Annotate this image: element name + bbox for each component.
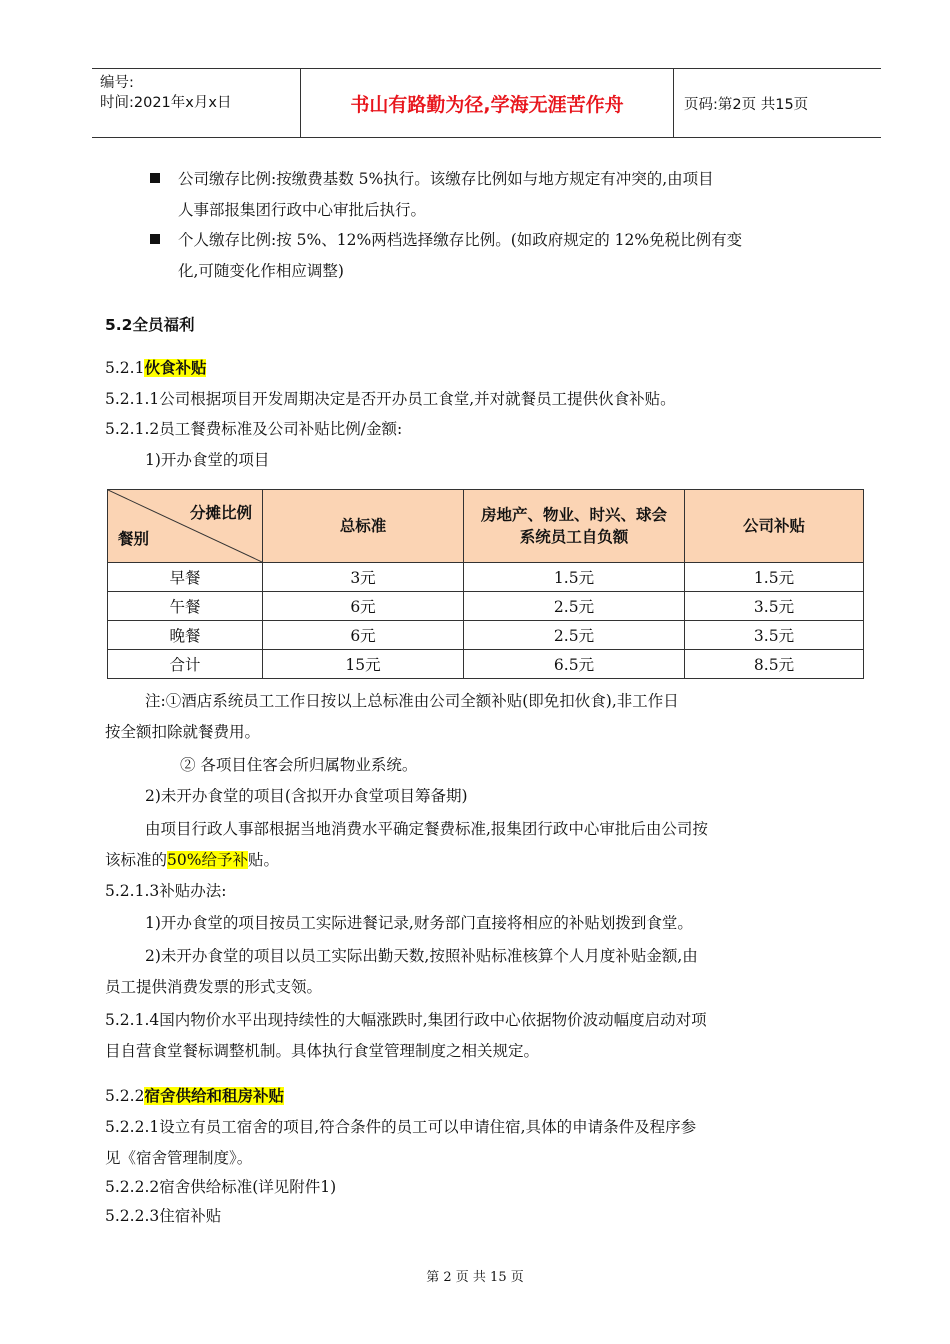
note-1-line-2: 按全额扣除就餐费用。 [105,723,261,741]
note-1-line-1: 注:①酒店系统员工工作日按以上总标准由公司全额补贴(即免扣伙食),非工作日 [145,692,679,710]
method-2-line-2: 员工提供消费发票的形式支领。 [105,978,323,996]
table-row [108,650,864,679]
header-page-label: 页码:第2页 共15页 [684,96,809,113]
text-run: 贴。 [247,851,279,869]
section-5-2-1-heading [105,353,206,383]
cell-company: 1.5元 [685,563,864,592]
list-item-2: 2)未开办食堂的项目(含拟开办食堂项目筹备期) [145,787,468,805]
para-5-2-1-2: 5.2.1.2员工餐费标准及公司补贴比例/金额: [105,420,403,438]
table-row [108,592,864,621]
para-5-2-2-3: 5.2.2.3住宿补贴 [105,1207,222,1225]
section-title-highlight: 伙食补贴 [144,359,207,377]
method-2-line-1: 2)未开办食堂的项目以员工实际出勤天数,按照补贴标准核算个人月度补贴金额,由 [145,947,698,965]
page-footer: 第 2 页 共 15 页 [426,1270,524,1285]
highlight-50-percent: 50%给予补 [167,851,248,869]
diagonal-stroke [108,490,262,562]
diagonal-header-cell [108,490,263,563]
para-5-2-1-4-line-1: 5.2.1.4国内物价水平出现持续性的大幅涨跌时,集团行政中心依据物价波动幅度启动对项 [105,1011,707,1029]
cell-meal: 晚餐 [108,621,263,650]
header-motto: 书山有路勤为径,学海无涯苦作舟 [301,69,674,137]
bullet-icon [150,173,160,183]
para-5-2-1-1: 5.2.1.1公司根据项目开发周期决定是否开办员工食堂,并对就餐员工提供伙食补贴。 [105,390,676,408]
meal-subsidy-table [107,489,864,679]
para-5-2-1-3: 5.2.1.3补贴办法: [105,882,227,900]
cell-company: 3.5元 [685,621,864,650]
bullet-1-line-2: 人事部报集团行政中心审批后执行。 [178,201,427,219]
text-run: 该标准的 [105,851,168,869]
cell-total: 3元 [263,563,464,592]
cell-self: 6.5元 [464,650,685,679]
para-5-2-2-2: 5.2.2.2宿舍供给标准(详见附件1) [105,1178,337,1196]
cell-total: 6元 [263,621,464,650]
method-1: 1)开办食堂的项目按员工实际进餐记录,财务部门直接将相应的补贴划拨到食堂。 [145,914,693,932]
header-total: 总标准 [263,490,464,563]
bullet-1-line-1: 公司缴存比例:按缴费基数 5%执行。该缴存比例如与地方规定有冲突的,由项目 [178,170,714,188]
cell-company: 8.5元 [685,650,864,679]
cell-total: 6元 [263,592,464,621]
table-row [108,563,864,592]
cell-self: 2.5元 [464,592,685,621]
header-company-subsidy: 公司补贴 [685,490,864,563]
para-standard-line-1: 由项目行政人事部根据当地消费水平确定餐费标准,报集团行政中心审批后由公司按 [145,820,708,838]
cell-meal: 合计 [108,650,263,679]
cell-self: 2.5元 [464,621,685,650]
section-number: 5.2.2 [105,1087,145,1105]
cell-self: 1.5元 [464,563,685,592]
page-header [92,68,881,138]
header-self-pay: 房地产、物业、时兴、球会系统员工自负额 [464,490,685,563]
number-label: 编号: [100,75,134,91]
para-5-2-2-1-line-2: 见《宿舍管理制度》。 [105,1149,253,1167]
header-meal-type: 餐别 [118,530,150,548]
bullet-2-line-2: 化,可随变化作相应调整) [178,262,344,280]
time-label: 时间:2021年x月x日 [100,95,232,111]
para-5-2-2-1-line-1: 5.2.2.1设立有员工宿舍的项目,符合条件的员工可以申请住宿,具体的申请条件及程序参 [105,1118,697,1136]
section-5-2-heading: 5.2全员福利 [105,316,195,334]
section-number: 5.2.1 [105,359,145,377]
cell-total: 15元 [263,650,464,679]
bullet-icon [150,234,160,244]
list-item-1: 1)开办食堂的项目 [145,451,270,469]
cell-company: 3.5元 [685,592,864,621]
cell-meal: 午餐 [108,592,263,621]
diagonal-line [108,490,262,562]
table-row [108,621,864,650]
para-standard-line-2 [105,845,279,875]
cell-meal: 早餐 [108,563,263,592]
header-meta [92,69,301,137]
note-2: ② 各项目住客会所归属物业系统。 [180,756,418,774]
section-5-2-2-heading [105,1081,284,1111]
para-5-2-1-4-line-2: 目自营食堂餐标调整机制。具体执行食堂管理制度之相关规定。 [105,1042,540,1060]
header-allocation: 分摊比例 [189,504,252,522]
table-header-row [108,490,864,563]
bullet-2-line-1: 个人缴存比例:按 5%、12%两档选择缴存比例。(如政府规定的 12%免税比例有变 [178,231,743,249]
section-title-highlight: 宿舍供给和租房补贴 [144,1087,284,1105]
